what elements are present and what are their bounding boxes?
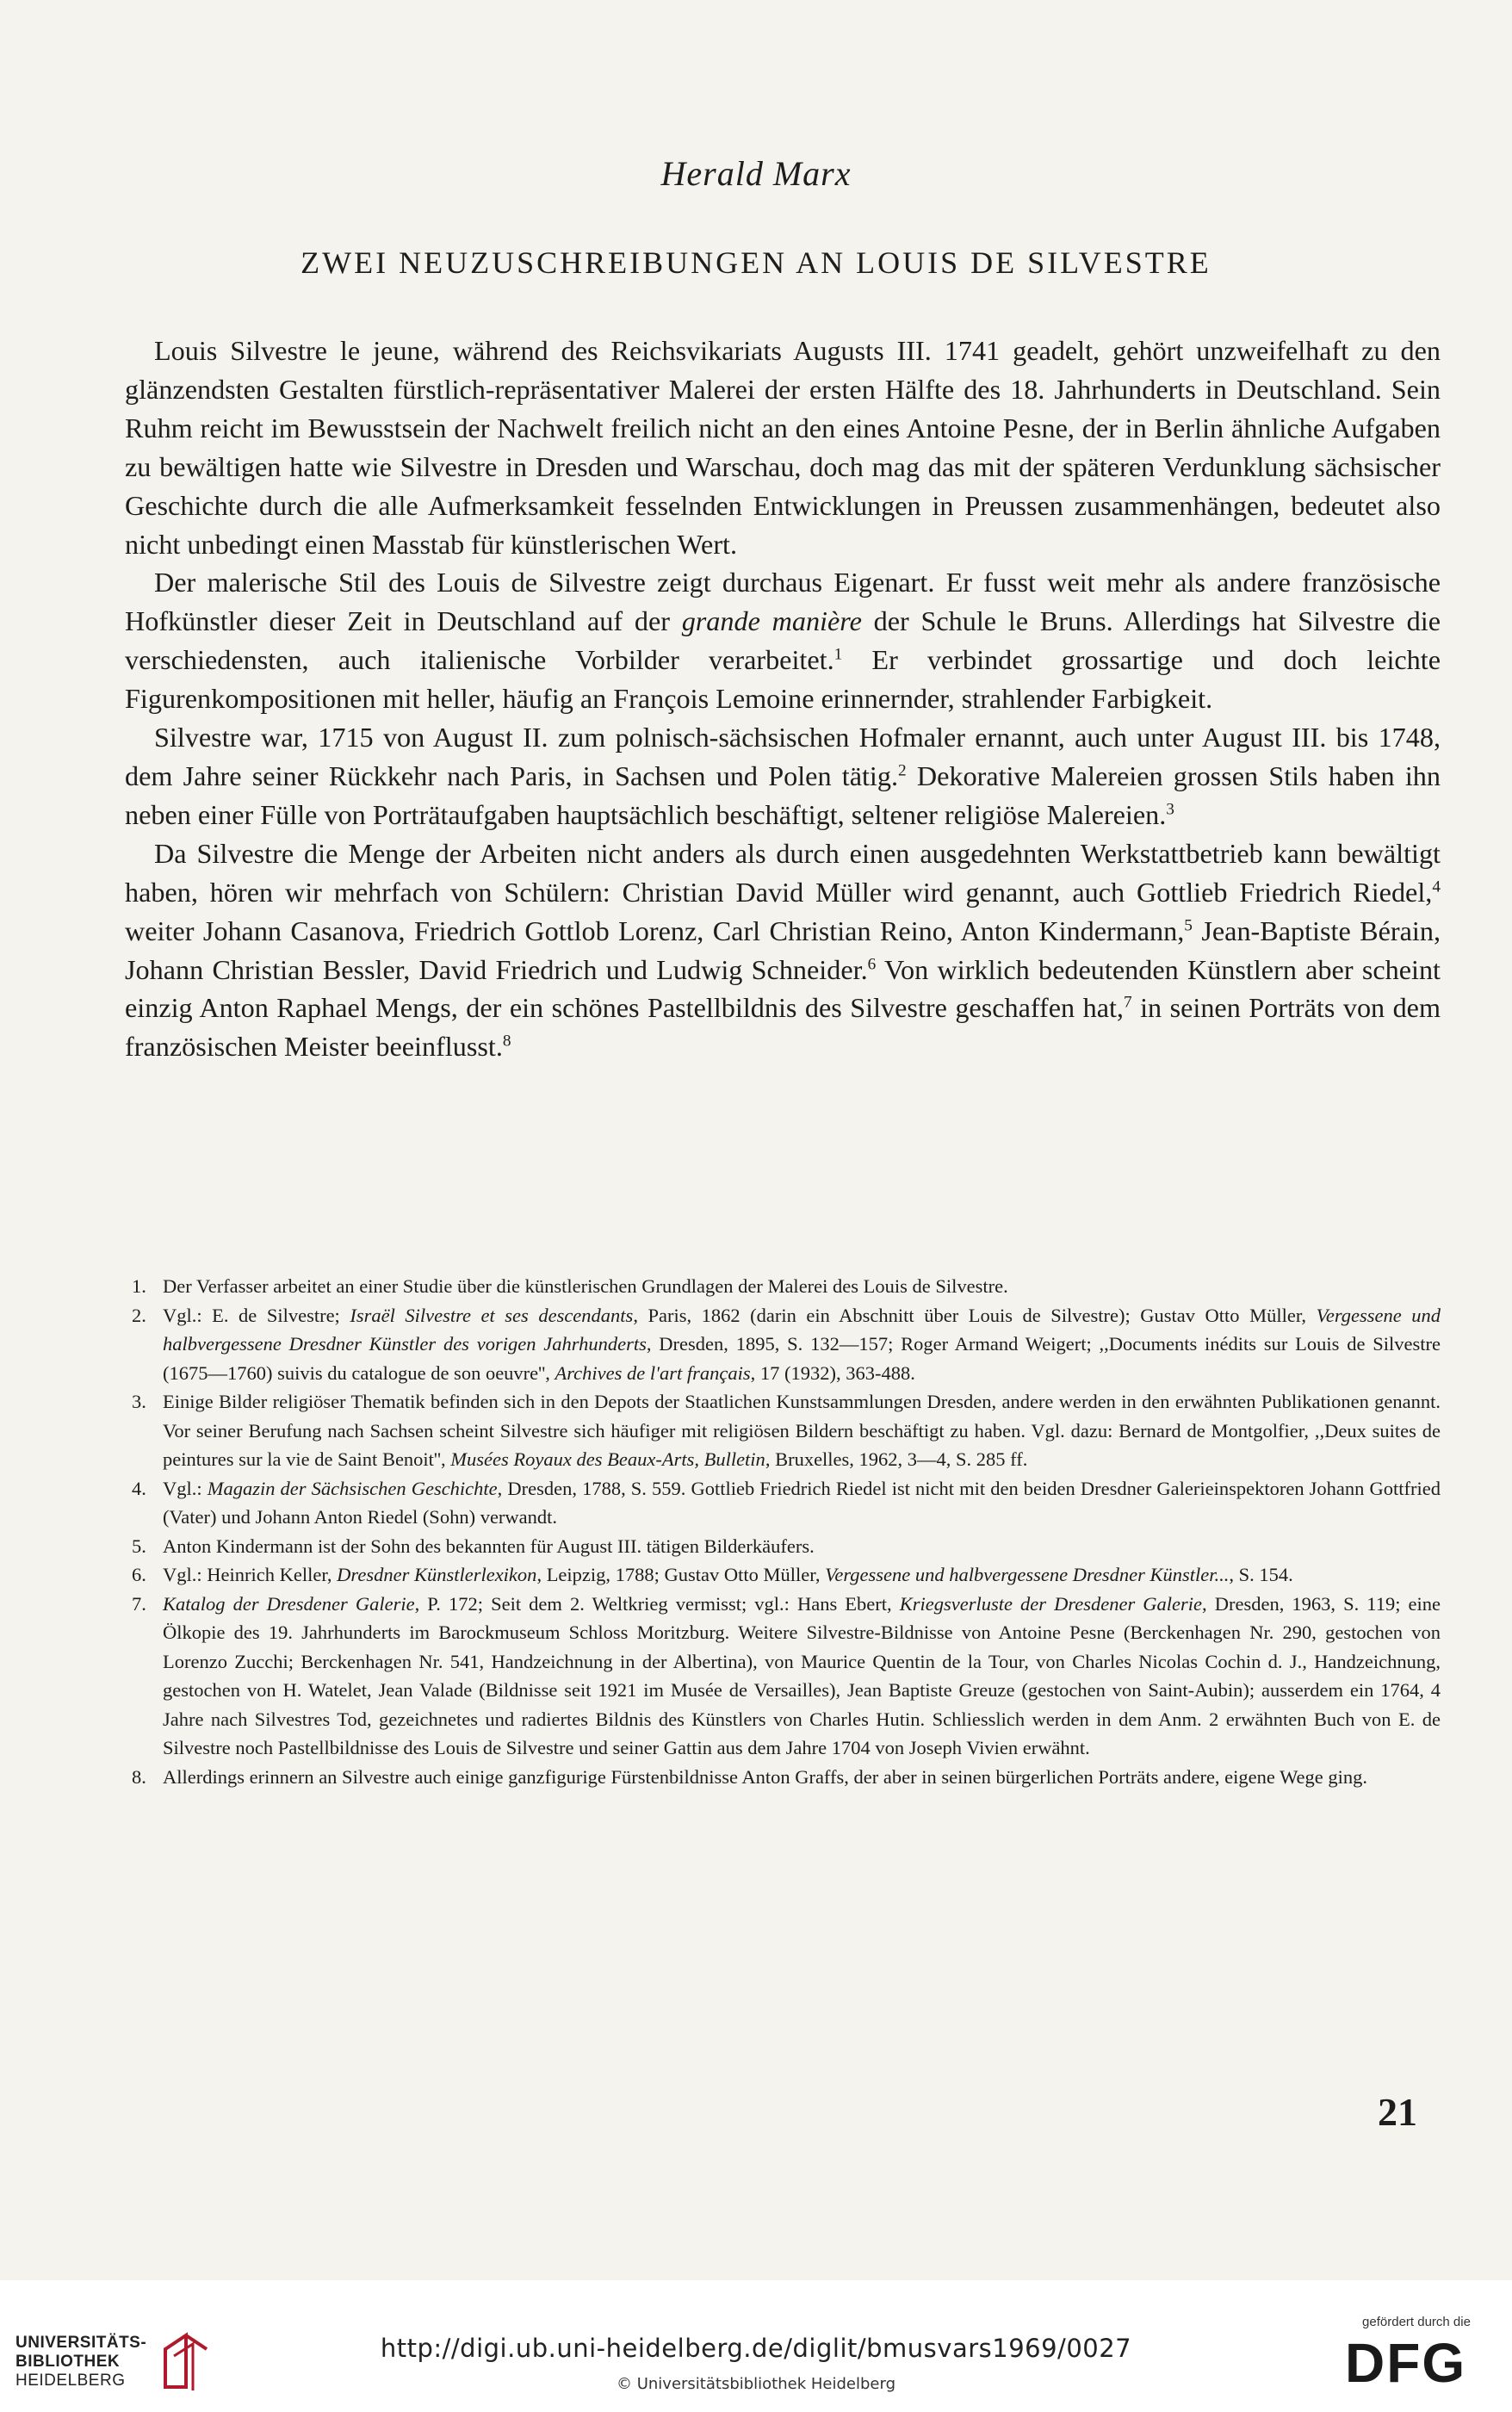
- dfg-logo-text: DFG: [1345, 2332, 1467, 2394]
- footnote-title: Dresdner Künstlerlexikon: [337, 1564, 537, 1585]
- footnote-ref[interactable]: 3: [1166, 800, 1174, 819]
- footnote-2: [125, 1301, 1441, 1388]
- footnote-number: 5.: [132, 1535, 146, 1557]
- footnote-title: Israël Silvestre et ses descendants: [350, 1304, 634, 1326]
- footnote-ref[interactable]: 6: [867, 954, 877, 973]
- footnote-title: Katalog der Dresdener Galerie: [163, 1592, 415, 1615]
- paragraph: [125, 332, 1441, 563]
- dfg-logo[interactable]: [1343, 2315, 1498, 2401]
- footnote-6: [125, 1560, 1441, 1590]
- library-name-line: UNIVERSITÄTS-: [15, 2334, 147, 2352]
- footnote-text: , P. 172; Seit dem 2. Weltkrieg vermisst; vgl.: Hans Ebert,: [414, 1592, 900, 1615]
- footnote-number: 8.: [132, 1765, 146, 1788]
- footnote-text: Allerdings erinnern an Silvestre auch einige ganzfigurige Fürstenbildnisse Anton Graffs, der aber in seinen bürgerlichen Porträts andere, eigene Wege ging.: [163, 1765, 1368, 1788]
- footnote-text: , Dresden, 1895, S. 132—157; Roger Armand Weigert; ,,Documents inédits sur Louis de Silvestre (1675—1760) suivis du catalogue de son oeuvre'',: [163, 1333, 1441, 1384]
- footnote-title: Archives de l'art français: [555, 1361, 751, 1384]
- footnote-text: , Leipzig, 1788; Gustav Otto Müller,: [536, 1564, 826, 1585]
- library-name-line: HEIDELBERG: [15, 2372, 126, 2390]
- footnote-number: 1.: [132, 1275, 146, 1297]
- paragraph-text: Er verbindet grossartige und doch leichte Figurenkompositionen mit heller, häufig an François Lemoine erinnernder, strahlender Farbigkeit.: [125, 644, 1441, 715]
- author-name: Herald Marx: [660, 154, 852, 193]
- footnote-number: 6.: [132, 1564, 146, 1585]
- footnote-text: Einige Bilder religiöser Thematik befinden sich in den Depots der Staatlichen Kunstsammlungen Dresden, andere werden in den erwähnten Publikationen genannt. Vor seiner Berufung nach Sachsen scheint Silvestre sich häufiger mit religiösen Bildern beschäftigt zu haben. Vgl. dazu: Bernard de Montgolfier, ,,Deux suites de peintures sur la vie de Saint Benoit'',: [163, 1391, 1441, 1470]
- footnote-4: [125, 1474, 1441, 1532]
- footnote-5: [125, 1532, 1441, 1561]
- footnote-ref[interactable]: 7: [1123, 993, 1132, 1012]
- footnote-text: , Paris, 1862 (darin ein Abschnitt über Louis de Silvestre); Gustav Otto Müller,: [633, 1304, 1317, 1326]
- paragraph-text: Louis Silvestre le jeune, während des Reichsvikariats Augusts III. 1741 geadelt, gehört unzweifelhaft zu den glänzendsten Gestalten fürstlich-repräsentativer Malerei der ersten Hälfte des 18. Jahrhunderts in Deutschland. Sein Ruhm reicht im Bewusstsein der Nachwelt freilich nicht an den eines Antoine Pesne, der in Berlin ähnliche Aufgaben zu bewältigen hatte wie Silvestre in Dresden und Warschau, doch mag das mit der späteren Verdunklung sächsischer Geschichte durch die alle Aufmerksamkeit fesselnden Entwicklungen in Preussen zusammenhängen, bedeutet also nicht unbedingt einen Masstab für künstlerischen Wert.: [125, 335, 1441, 560]
- paragraph: [125, 563, 1441, 718]
- paragraph-text: Von wirklich bedeutenden Künstlern aber scheint einzig Anton Raphael Mengs, der ein schönes Pastellbildnis des Silvestre geschaffen hat,: [125, 953, 1441, 1024]
- footnote-text: , Bruxelles, 1962, 3—4, S. 285 ff.: [765, 1448, 1028, 1470]
- footnotes: [125, 1272, 1441, 1791]
- page-number: 21: [1378, 2090, 1417, 2134]
- paragraph: [125, 718, 1441, 834]
- permalink-url[interactable]: http://digi.ub.uni-heidelberg.de/diglit/bmusvars1969/0027: [380, 2334, 1132, 2363]
- copyright-notice: © Universitätsbibliothek Heidelberg: [616, 2375, 895, 2393]
- footnote-title: Vergessene und halbvergessene Dresdner Künstler...: [825, 1564, 1230, 1585]
- footnote-text: , 17 (1932), 363-488.: [750, 1361, 915, 1384]
- footnote-title: Magazin der Sächsischen Geschichte: [207, 1477, 498, 1499]
- paragraph-text: der Schule le Bruns. Allerdings hat Silvestre die verschiedensten, auch italienische Vorbilder verarbeitet.: [125, 605, 1441, 676]
- paragraph-text: Da Silvestre die Menge der Arbeiten nicht anders als durch einen ausgedehnten Werkstattbetrieb kann bewältigt haben, hören wir mehrfach von Schülern: Christian David Müller wird genannt, auch Gottlieb Friedrich Riedel,: [125, 837, 1441, 908]
- footer-bar: [0, 2280, 1512, 2412]
- paragraph-text: Jean-Baptiste Bérain, Johann Christian Bessler, David Friedrich und Ludwig Schneider.: [125, 915, 1441, 985]
- footnote-text: Der Verfasser arbeitet an einer Studie über die künstlerischen Grundlagen der Malerei des Louis de Silvestre.: [163, 1275, 1008, 1297]
- footnote-text: , Dresden, 1963, S. 119; eine Ölkopie des 19. Jahrhunderts im Barockmuseum Schloss Moritzburg. Weitere Silvestre-Bildnisse von Antoine Pesne (Berckenhagen Nr. 290, gestochen von Lorenzo Zucchi; Berckenhagen Nr. 541, Handzeichnung in der Albertina), von Maurice Quentin de la Tour, von Charles Nicolas Cochin d. J., Handzeichnung, gestochen von H. Watelet, Jean Valade (Bildnisse seit 1921 im Musée de Versailles), Jean Baptiste Greuze (gestochen von Saint-Aubin); ausserdem ein 1764, 4 Jahre nach Silvestres Tod, gezeichnetes und radiertes Bildnis des Künstlers von Charles Hutin. Schliesslich werden in dem Anm. 2 erwähnten Buch von E. de Silvestre noch Pastellbildnisse des Louis de Silvestre und seiner Gattin aus dem Jahre 1704 von Joseph Vivien erwähnt.: [163, 1592, 1441, 1758]
- footnote-number: 4.: [132, 1477, 146, 1499]
- footnote-ref[interactable]: 5: [1184, 915, 1193, 934]
- footnote-text: Vgl.: E. de Silvestre;: [163, 1304, 350, 1326]
- article-title: ZWEI NEUZUSCHREIBUNGEN AN LOUIS DE SILVESTRE: [301, 245, 1211, 280]
- footnote-text: Vgl.: Heinrich Keller,: [163, 1564, 338, 1585]
- library-name-line: BIBLIOTHEK: [15, 2353, 121, 2371]
- footnote-title: Vergessene und halbvergessene Dresdner Künstler des vorigen Jahrhunderts: [163, 1304, 1441, 1355]
- funder-caption: gefördert durch die: [1362, 2315, 1471, 2329]
- footnote-ref[interactable]: 1: [833, 645, 843, 664]
- footnote-ref[interactable]: 8: [502, 1032, 511, 1051]
- paragraph-text: Dekorative Malereien grossen Stils haben ihn neben einer Fülle von Porträtaufgaben hauptsächlich beschäftigt, seltener religiöse Malereien.: [125, 760, 1441, 830]
- emphasis-text: grande manière: [681, 605, 862, 637]
- footnote-number: 3.: [132, 1391, 146, 1412]
- footnote-text: Anton Kindermann ist der Sohn des bekannten für August III. tätigen Bilderkäufers.: [163, 1535, 815, 1557]
- footnote-text: , S. 154.: [1229, 1564, 1293, 1585]
- footnote-8: [125, 1763, 1441, 1792]
- article-body: [125, 332, 1441, 1066]
- footnote-ref[interactable]: 2: [898, 761, 907, 780]
- footnote-text: Vgl.:: [163, 1477, 208, 1499]
- paragraph-text: Silvestre war, 1715 von August II. zum polnisch-sächsischen Hofmaler ernannt, auch unter August III. bis 1748, dem Jahre seiner Rückkehr nach Paris, in Sachsen und Polen tätig.: [125, 722, 1441, 791]
- paragraph-text: Der malerische Stil des Louis de Silvestre zeigt durchaus Eigenart. Er fusst weit mehr als andere französische Hofkünstler dieser Zeit in Deutschland auf der: [125, 567, 1441, 637]
- footnote-title: Kriegsverluste der Dresdener Galerie: [899, 1592, 1203, 1615]
- footnote-7: [125, 1590, 1441, 1763]
- paragraph: [125, 834, 1441, 1066]
- footnote-3: [125, 1387, 1441, 1474]
- footnote-number: 7.: [132, 1592, 146, 1615]
- paragraph-text: in seinen Porträts von dem französischen Meister beeinflusst.: [125, 992, 1441, 1063]
- footnote-number: 2.: [132, 1304, 146, 1326]
- footnote-1: [125, 1272, 1441, 1301]
- footnote-text: , Dresden, 1788, S. 559. Gottlieb Friedrich Riedel ist nicht mit den beiden Dresdner Galerieinspektoren Johann Gottfried (Vater) und Johann Anton Riedel (Sohn) verwandt.: [163, 1477, 1441, 1528]
- paragraph-text: weiter Johann Casanova, Friedrich Gottlob Lorenz, Carl Christian Reino, Anton Kindermann,: [125, 915, 1185, 946]
- footnote-ref[interactable]: 4: [1432, 877, 1441, 896]
- footnote-title: Musées Royaux des Beaux-Arts, Bulletin: [450, 1448, 765, 1470]
